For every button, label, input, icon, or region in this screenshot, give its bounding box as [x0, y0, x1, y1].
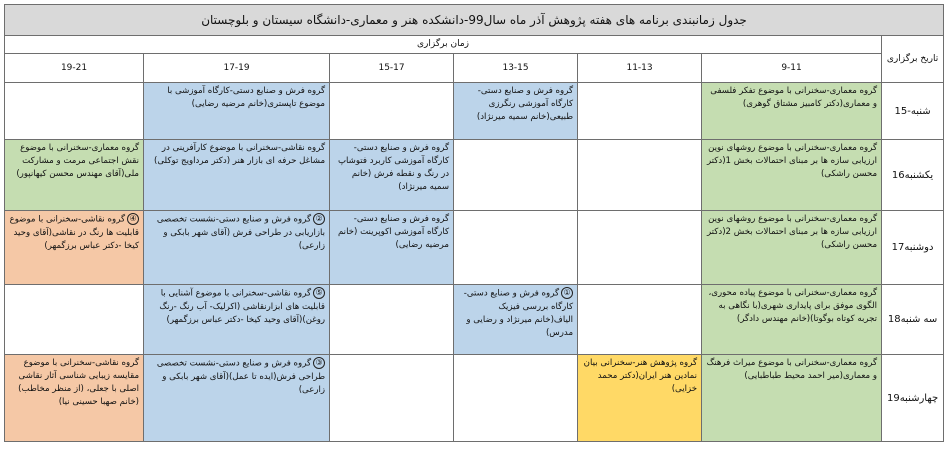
event-text: گروه معماری-سخنرانی با موضوع نقش اجتماعی مرمت و مشارکت ملی(آقای مهندس محسن کیهانپور) — [16, 143, 140, 179]
empty-cell — [5, 285, 144, 355]
event-cell — [144, 83, 330, 140]
slot-header: 9-11 — [702, 54, 882, 83]
date-header: تاریخ برگزاری — [882, 36, 944, 83]
event-text: گروه فرش و صنایع دستی-نشست تخصصی بازاریابی در طراحی فرش (آقای شهر بابکی و زارعی) — [156, 214, 326, 251]
slot-header: 13-15 — [454, 54, 578, 83]
event-text: گروه فرش و صنایع دستی-کارگاه آموزشی کاربرد فتوشاپ در رنگ و نقطه فرش (خانم سمیه میرنژاد) — [337, 143, 450, 192]
day-label: سه شنبه18 — [882, 285, 944, 355]
day-label: یکشنبه16 — [882, 140, 944, 211]
slot-header: 17-19 — [144, 54, 330, 83]
event-text: گروه نقاشی-سخنرانی با موضوع قابلیت ها رنگ در نقاشی(آقای وحید کیخا -دکتر عباس برزگمهر) — [9, 214, 140, 251]
event-cell — [702, 285, 882, 355]
schedule-sheet — [4, 4, 943, 444]
event-text: گروه پژوهش هنر-سخنرانی بیان نمادین هنر ایران(دکتر محمد خزایی) — [583, 358, 698, 394]
empty-cell — [330, 83, 454, 140]
event-cell — [578, 355, 702, 442]
schedule-title: جدول زمانبندی برنامه های هفته پژوهش آذر ماه سال99-دانشکده هنر و معماری-دانشگاه سیستان و بلوچستان — [5, 5, 944, 36]
event-cell — [702, 83, 882, 140]
day-label: چهارشنبه19 — [882, 355, 944, 442]
event-number: ① — [561, 287, 573, 299]
empty-cell — [330, 355, 454, 442]
event-number: ④ — [127, 213, 139, 225]
day-row — [5, 140, 944, 211]
empty-cell — [578, 285, 702, 355]
event-text: گروه معماری-سخنرانی با موضوع میراث فرهنگ و معماری(میر احمد محیط طباطبایی) — [706, 358, 878, 381]
empty-cell — [578, 211, 702, 285]
event-text: گروه نقاشی-سخنرانی با موضوع کارآفرینی در مشاغل حرفه ای بازار هنر (دکتر مرداویج توکلی) — [154, 143, 326, 166]
slot-header: 11-13 — [578, 54, 702, 83]
time-header: زمان برگزاری — [5, 36, 882, 54]
event-text: گروه فرش و صنایع دستی-نشست تخصصی طراحی فرش(ایده تا عمل)(آقای شهر بابکی و زارعی) — [156, 358, 326, 395]
empty-cell — [454, 355, 578, 442]
empty-cell — [330, 285, 454, 355]
event-number: ③ — [313, 357, 325, 369]
event-number: ⑤ — [313, 287, 325, 299]
event-cell — [330, 211, 454, 285]
schedule-table — [4, 4, 944, 442]
empty-cell — [454, 211, 578, 285]
event-cell — [144, 211, 330, 285]
event-text: گروه معماری-سخنرانی با موضوع تفکر فلسفی و معماری(دکتر کامبیز مشتاق گوهری) — [710, 86, 878, 109]
empty-cell — [5, 83, 144, 140]
event-text: گروه فرش و صنایع دستی-کارگاه آموزشی با موضوع تاپستری(خانم مرضیه رضایی) — [167, 86, 326, 109]
event-text: گروه فرش و صنایع دستی-کارگاه بررسی فیزیک الیاف(خانم میرنژاد و رضایی و مدرس) — [463, 288, 574, 338]
day-row — [5, 83, 944, 140]
event-cell — [5, 140, 144, 211]
event-text: گروه نقاشی-سخنرانی با موضوع مقایسه زیبایی شناسی آثار نقاشی اصلی با جعلی، (از منظر مخاطب)(خانم صهبا حسینی نیا) — [18, 358, 140, 407]
slot-header: 19-21 — [5, 54, 144, 83]
event-cell — [144, 355, 330, 442]
event-cell — [454, 285, 578, 355]
event-cell — [702, 211, 882, 285]
event-number: ② — [313, 213, 325, 225]
event-text: گروه نقاشی-سخنرانی با موضوع آشنایی با قابلیت های ابزارنقاشی (اکرلیک- آب رنگ -رنگ روغن)(آقای وحید کیخا -دکتر عباس برزگمهر) — [159, 288, 326, 325]
event-text: گروه معماری-سخنرانی با موضوع روشهای نوین ارزیابی سازه ها بر مبنای احتمالات بخش 2(دکتر محسن راشکی) — [706, 214, 878, 250]
event-cell — [454, 83, 578, 140]
slot-header: 15-17 — [330, 54, 454, 83]
event-cell — [5, 211, 144, 285]
event-cell — [330, 140, 454, 211]
event-cell — [144, 140, 330, 211]
event-text: گروه فرش و صنایع دستی-کارگاه آموزشی اکوپرینت (خانم مرضیه رضایی) — [337, 214, 450, 250]
day-row — [5, 355, 944, 442]
empty-cell — [578, 140, 702, 211]
event-text: گروه فرش و صنایع دستی-کارگاه آموزشی رنگرزی طبیعی(خانم سمیه میرنژاد) — [476, 86, 574, 122]
event-cell — [702, 140, 882, 211]
event-text: گروه معماری-سخنرانی با موضوع پیاده محوری، الگوی موفق برای پایداری شهری(با نگاهی به تجربه کوتاه بوگوتا)(خانم مهندس دادگر) — [708, 288, 878, 324]
event-cell — [5, 355, 144, 442]
day-label: دوشنبه17 — [882, 211, 944, 285]
day-row — [5, 211, 944, 285]
empty-cell — [578, 83, 702, 140]
event-text: گروه معماری-سخنرانی با موضوع روشهای نوین ارزیابی سازه ها بر مبنای احتمالات بخش 1(دکتر محسن راشکی) — [706, 143, 878, 179]
event-cell — [702, 355, 882, 442]
empty-cell — [454, 140, 578, 211]
event-cell — [144, 285, 330, 355]
day-label: شنبه-15 — [882, 83, 944, 140]
day-row — [5, 285, 944, 355]
